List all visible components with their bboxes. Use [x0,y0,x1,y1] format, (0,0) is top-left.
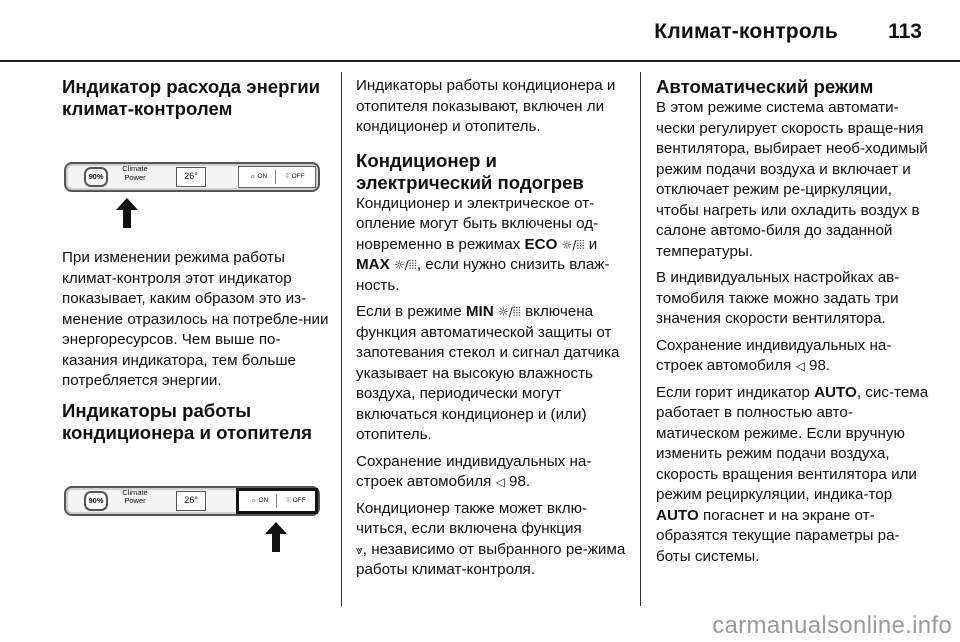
ac-heat-icon: ☼/⦙⦙⦙ [497,305,521,319]
up-arrow-icon [116,198,138,228]
temperature-display-2: 26° [176,491,206,511]
paragraph-settings-ref-2: Сохранение индивидуальных на-строек автомобиля ◁ 98. [656,336,892,374]
page-ref-icon: ◁ [495,475,505,489]
watermark: carmanualsonline.info [712,612,952,639]
temperature-display: 26° [176,167,206,187]
heading-auto-mode: Автоматический режим [656,76,874,97]
paragraph-eco-max: Кондиционер и электрическое от-опление могут быть включены од-новременно в режимах ECO ☼/⦙⦙⦙ и MAX ☼/⦙⦙⦙, если нужно снизить влаж-ность. [356,194,610,294]
paragraph-auto-indicator: Если горит индикатор AUTO, сис-тема работает в полностью авто-матическом режиме. Если вручную изменить режим подачи воздуха, скорость вращения вентилятора или режим рециркуляции, индика-тор AUTO погаснет и на экране от-образятся текущие параметры ра-боты системы. [656,383,929,565]
heading-ac-heater-indicators: Индикаторы работы кондиционера и отопителя [62,399,313,443]
heat-off-button-2: ⦙⦙⦙ OFF [286,496,306,504]
column-3 [656,76,931,573]
paragraph-defog: Кондиционер также может вклю-читься, если включена функция ⩔, независимо от выбранного ре-жима работы климат-контроля. [356,499,626,578]
ac-on-button-2: ☼ ON [243,494,277,508]
paragraph-min: Если в режиме MIN ☼/⦙⦙⦙ включена функция автоматической защиты от запотевания стекол и сигнал датчика указывает на высокую влажность воздуха, периодически могут включаться кондиционер и (или) отопитель. [356,303,620,443]
column-2 [356,76,628,587]
climate-panel [64,162,320,192]
power-gauge: 90% [84,167,108,187]
heater-icon: ⦙⦙⦙ [286,496,293,504]
power-gauge-2: 90% [84,491,108,511]
ac-heat-buttons [238,166,316,188]
heater-icon: ⦙⦙⦙ [285,173,292,180]
sun-icon: ☼ [250,496,259,504]
figure-ac-heater [62,454,324,558]
heat-off-button: ⦙⦙⦙ OFF [285,173,305,180]
ac-on-button: ☼ ON [242,170,276,184]
page-number: 113 [888,20,922,43]
climate-power-label-2: Climate Power [122,487,148,505]
header-title: Климат-контроль [654,20,838,43]
heading-ac-electric-heating: Кондиционер и электрический подогрев [356,149,584,193]
paragraph-fan-speeds: В индивидуальных настройках ав-томобиля также можно задать три значения скорости вентилятора. [656,269,900,327]
paragraph-energy: При изменении режима работы климат-контроля этот индикатор показывает, каким образом это из-менение отразилось на потребле-нии энергоресурсов. Чем выше по-казания индикатора, тем больше потребляется энергии. [62,249,329,389]
header-rule [0,60,960,62]
paragraph-indicators: Индикаторы работы кондиционера и отопителя показывают, включен ли кондиционер и отопитель. [356,77,616,135]
ac-heat-buttons-highlighted [236,488,318,514]
column-divider-1 [341,72,342,606]
ac-heat-icon: ☼/⦙⦙⦙ [393,258,417,272]
up-arrow-icon [265,522,287,552]
figure-climate-power [62,130,324,234]
sun-icon: ☼ [249,173,258,180]
climate-panel-2 [64,486,320,516]
heading-energy-indicator: Индикатор расхода энергии климат-контролем [62,76,321,119]
paragraph-auto-description: В этом режиме система автомати-чески регулирует скорость враще-ния вентилятора, выбирает необ-ходимый режим подачи воздуха и включает и отключает режим ре-циркуляции, чтобы нагреть или охладить воздух в салоне автомо-биля до заданной температуры. [656,99,928,260]
column-1 [62,76,330,572]
page-ref-icon: ◁ [795,359,805,373]
page-header [0,0,960,58]
defog-icon: ⩔ [356,542,363,557]
climate-power-label: Climate Power [122,164,148,182]
paragraph-settings-ref: Сохранение индивидуальных на-строек автомобиля ◁ 98. [356,452,592,490]
column-divider-2 [640,72,641,606]
ac-heat-icon: ☼/⦙⦙⦙ [561,237,585,252]
